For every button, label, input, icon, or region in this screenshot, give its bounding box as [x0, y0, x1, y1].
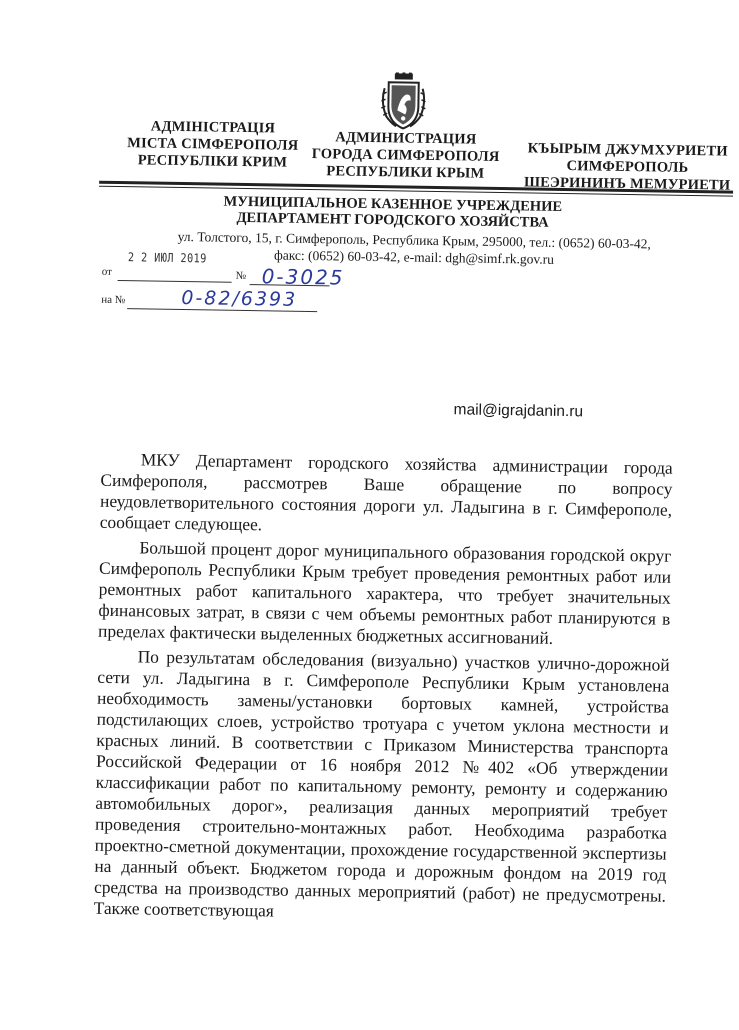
- letter-body: [94, 449, 673, 932]
- header-ukrainian-line-3: РЕСПУБЛІКИ КРИМ: [137, 152, 288, 171]
- paragraph-1: МКУ Департамент городского хозяйства администрации города Симферополя, рассмотрев Ваше обращение по вопросу неудовлетворительного состояния дороги ул. Ладыгина в г. Симферополе, сообщает следующее.: [99, 449, 673, 535]
- reply-to-number: 0-82/6393: [181, 287, 298, 311]
- header-crimean-tatar-line-1: КЪЫРЫМ ДЖУМХУРИЕТИ: [527, 140, 728, 160]
- number-label: №: [235, 269, 247, 283]
- crimea-coat-of-arms-icon: [378, 72, 429, 131]
- date-stamp: 2 2 ИЮЛ 2019: [127, 250, 207, 266]
- header-crimean-tatar-line-2: СИМФЕРОПОЛЬ: [566, 158, 689, 176]
- contacts-fax-email: факс: (0652) 60-03-42, e-mail: dgh@simf.rk.gov.ru: [273, 247, 555, 267]
- header-ukrainian-line-1: АДМІНІСТРАЦІЯ: [150, 118, 276, 137]
- header-ukrainian: [117, 118, 308, 172]
- department-line-2: ДЕПАРТАМЕНТ ГОРОДСКОГО ХОЗЯЙСТВА: [236, 209, 549, 231]
- header-russian: [305, 129, 506, 183]
- header-ukrainian-line-2: МІСТА СІМФЕРОПОЛЯ: [127, 135, 299, 154]
- header-russian-line-1: АДМИНИСТРАЦИЯ: [335, 129, 477, 148]
- department-line-1: МУНИЦИПАЛЬНОЕ КАЗЕННОЕ УЧРЕЖДЕНИЕ: [223, 193, 563, 215]
- header-crimean-tatar-line-3: ШЕЭРИНИНЪ МЕМУРИЕТИ: [523, 174, 731, 194]
- department-contacts: [134, 227, 694, 270]
- department-name: [182, 193, 602, 232]
- paragraph-2: Большой процент дорог муниципального образования городской округ Симферополь Республики Крым требует проведения ремонтных работ или ремонтных работ капитального характера, что требует значительных финансовых затрат, в связи с чем объемы ремонтных работ планируются в пределах фактически выделенных бюджетных ассигнований.: [97, 537, 672, 648]
- contacts-address: ул. Толстого, 15, г. Симферополь, Республика Крым, 295000, тел.: (0652) 60-03-42,: [177, 228, 651, 252]
- header-russian-line-3: РЕСПУБЛИКИ КРЫМ: [326, 163, 485, 182]
- reply-to-label: на №: [101, 293, 126, 307]
- paragraph-3: По результатам обследования (визуально) участков улично-дорожной сети ул. Ладыгина в г. Симферополе Республики Крым установлена необходимость замены/установки бортовых камней, устройства подстилающих слоев, устройство тротуара с учетом уклона местности и красных линий. В соответствии с Приказом Министерства транспорта Российской Федерации от 16 ноября 2012 №402 «Об утверждении классификации работ по капитальному ремонту, ремонту и содержанию автомобильных дорог», реализация данных мероприятий требует проведения строительно-монтажных работ. Необходима разработка проектно-сметной документации, прохождение государственной экспертизы на данный объект. Бюджетом города и дорожным фондом на 2019 год средства на производство данных мероприятий (работ) не предусмотрены. Также соответствующая: [93, 646, 670, 921]
- outgoing-number: 0-3025: [261, 264, 345, 290]
- header-russian-line-2: ГОРОДА СИМФЕРОПОЛЯ: [311, 146, 500, 165]
- recipient-email: mail@igrajdanin.ru: [453, 401, 584, 421]
- from-underline: [118, 280, 232, 283]
- header-crimean-tatar: [517, 140, 738, 194]
- from-label: от: [101, 265, 113, 278]
